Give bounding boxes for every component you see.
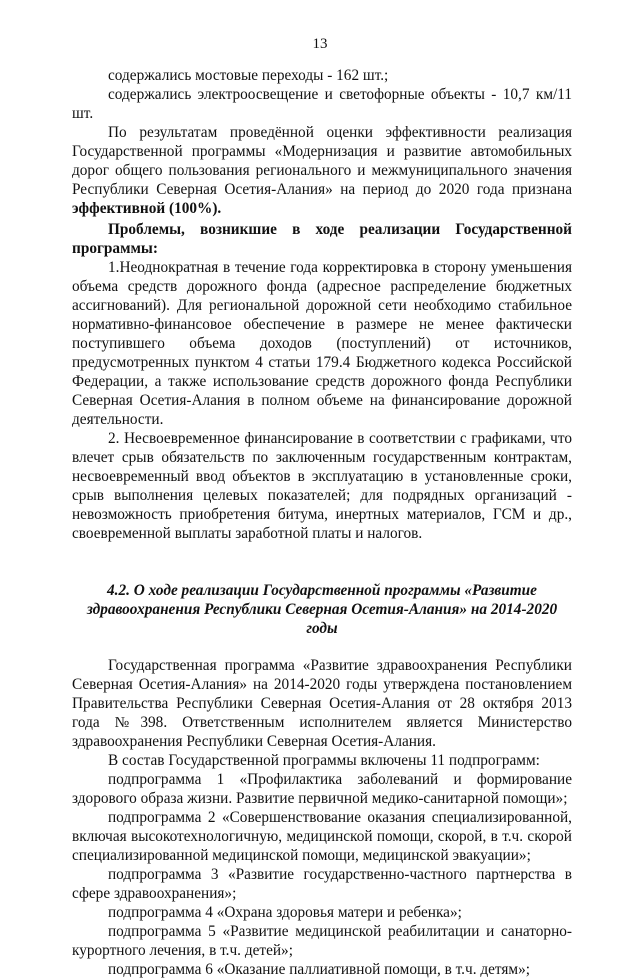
subprogram-item: подпрограмма 1 «Профилактика заболеваний и формирование здорового образа жизни. Развитие первичной медико-санитарной помощи»; — [72, 771, 572, 807]
results-paragraph — [72, 123, 572, 218]
subprogram-item: подпрограмма 3 «Развитие государственно-частного партнерства в сфере здравоохранения»; — [72, 866, 572, 902]
problems-heading: Проблемы, возникшие в ходе реализации Государственной программы: — [72, 221, 572, 257]
problem-2: 2. Несвоевременное финансирование в соответствии с графиками, что влечет срыв обязательств по заключенным государственным контрактам, несвоевременный ввод объектов в эксплуатацию в установленные сроки, срыв выполнения целевых показателей; для подрядных организаций - невозможность приобретения битума, инертных материалов, ГСМ и др., своевременной выплаты заработной платы и налогов. — [72, 430, 572, 542]
subprogram-count: В состав Государственной программы включены 11 подпрограмм: — [108, 752, 540, 769]
document-body — [72, 66, 572, 979]
subprogram-item: подпрограмма 5 «Развитие медицинской реабилитации и санаторно-курортного лечения, в т.ч. детей»; — [72, 923, 572, 959]
lighting-line: содержались электроосвещение и светофорные объекты - 10,7 км/11 шт. — [72, 86, 572, 122]
program-paragraph: Государственная программа «Развитие здравоохранения Республики Северная Осетия-Алания» на 2014-2020 годы утверждена постановлением Правительства Республики Северная Осетия-Алания от 28 октября 2013 года №398. Ответственным исполнителем является Министерство здравоохранения Республики Северная Осетия-Алания. — [72, 657, 572, 750]
section-heading: 4.2. О ходе реализации Государственной программы «Развитие здравоохранения Республики Северная Осетия-Алания» на 2014-2020 годы — [86, 582, 558, 637]
problem-1: 1.Неоднократная в течение года корректировка в сторону уменьшения объема средств дорожного фонда (адресное распределение бюджетных ассигнований). Для региональной дорожной сети необходимо стабильное нормативно-финансовое обеспечение в размере не менее фактически поступившего объема доходов (поступлений) от источников, предусмотренных пунктом 4 статьи 179.4 Бюджетного кодекса Российской Федерации, а также использование средств дорожного фонда Республики Северная Осетия-Алания в полном объеме на финансирование дорожной деятельности. — [72, 259, 572, 428]
bridges-line: содержались мостовые переходы - 162 шт.; — [108, 67, 389, 84]
subprogram-item: подпрограмма 4 «Охрана здоровья матери и ребенка»; — [108, 904, 462, 921]
page-number: 13 — [312, 36, 328, 52]
results-bold: эффективной (100%). — [72, 200, 222, 217]
subprogram-item: подпрограмма 6 «Оказание паллиативной помощи, в т.ч. детям»; — [108, 961, 531, 978]
subprogram-item: подпрограмма 2 «Совершенствование оказания специализированной, включая высокотехнологичную, медицинской помощи, скорой, в т.ч. скорой специализированной медицинской помощи, медицинской эвакуации»; — [72, 809, 572, 864]
results-text: По результатам проведённой оценки эффективности реализация Государственной программы «Модернизация и развитие автомобильных дорог общего пользования регионального и межмуниципального значения Республики Северная Осетия-Алания» на период до 2020 года признана — [72, 124, 572, 198]
